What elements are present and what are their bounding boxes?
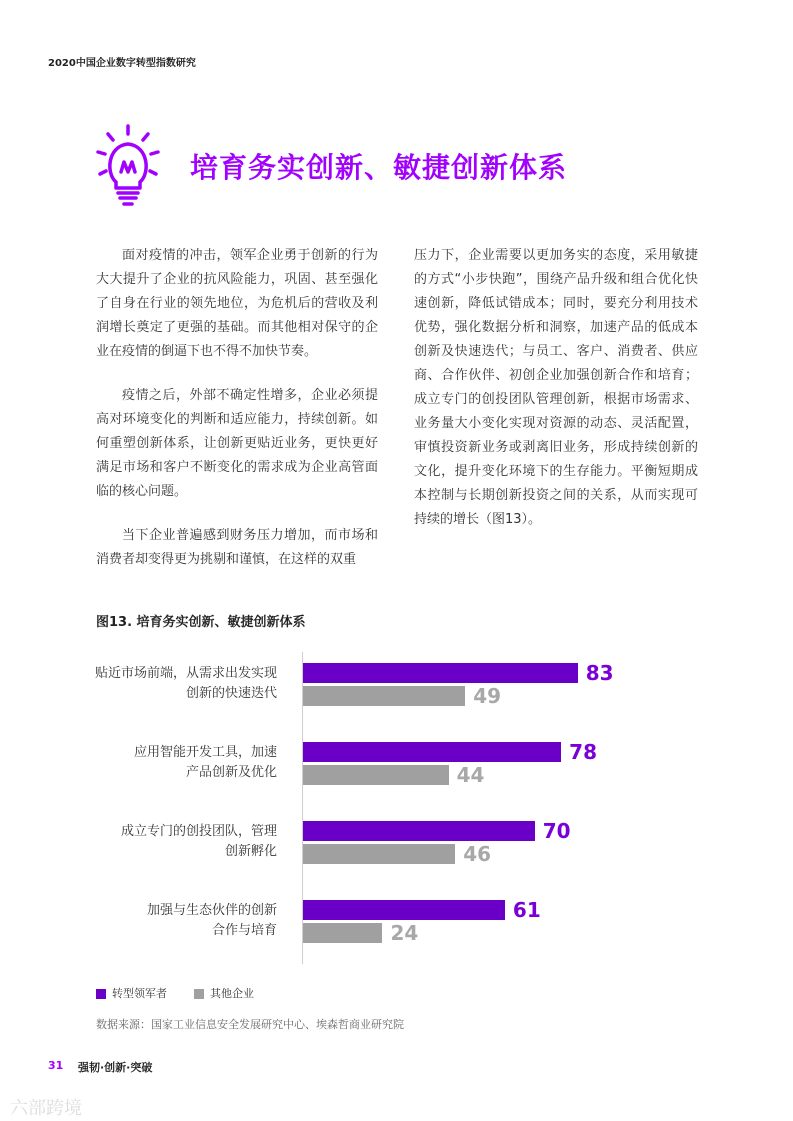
lightbulb-icon	[96, 124, 160, 208]
body-column-right	[414, 244, 698, 552]
footer-title: 强韧·创新·突破	[78, 1061, 153, 1074]
body-paragraph: 当下企业普遍感到财务压力增加，而市场和消费者却变得更为挑剔和谨慎，在这样的双重	[96, 528, 378, 567]
figure-title: 图13. 培育务实创新、敏捷创新体系	[96, 615, 306, 630]
body-column-left	[96, 244, 378, 592]
legend-label-others: 其他企业	[210, 987, 254, 1000]
category-label	[57, 664, 277, 704]
value-label-leaders: 70	[542, 819, 571, 843]
body-paragraph: 压力下，企业需要以更加务实的态度，采用敏捷的方式“小步快跑”，围绕产品升级和组合优化快速创新，降低试错成本；同时，要充分利用技术优势，强化数据分析和洞察，加速产品的低成本创新及快速迭代；与员工、客户、消费者、供应商、合作伙伴、初创企业加强创新合作和培育；成立专门的创投团队管理创新，根据市场需求、业务量大小变化实现对资源的动态、灵活配置，审慎投资新业务或剥离旧业务，形成持续创新的文化，提升变化环境下的生存能力。平衡短期成本控制与长期创新投资之间的关系，从而实现可持续的增长（图13）。	[414, 248, 698, 527]
bar-leaders	[303, 821, 535, 841]
report-title: 2020中国企业数字转型指数研究	[48, 58, 196, 69]
category-label	[57, 901, 277, 941]
legend-swatch-others	[194, 989, 204, 999]
value-label-leaders: 61	[512, 898, 541, 922]
value-label-leaders: 78	[569, 740, 598, 764]
watermark-text: 六部跨境	[10, 1098, 82, 1119]
value-label-others: 49	[473, 684, 502, 708]
category-label	[57, 743, 277, 783]
bar-others	[303, 844, 455, 864]
body-paragraph: 面对疫情的冲击，领军企业勇于创新的行为大大提升了企业的抗风险能力，巩固、甚至强化了自身在行业的领先地位，为危机后的营收及利润增长奠定了更强的基础。而其他相对保守的企业在疫情的倒逼下也不得不加快节奏。	[96, 248, 378, 359]
body-paragraph: 疫情之后，外部不确定性增多，企业必须提高对环境变化的判断和适应能力，持续创新。如何重塑创新体系，让创新更贴近业务，更快更好满足市场和客户不断变化的需求成为企业高管面临的核心问题。	[96, 388, 378, 499]
bar-others	[303, 923, 382, 943]
bar-others	[303, 686, 465, 706]
bar-leaders	[303, 742, 561, 762]
legend-swatch-leaders	[96, 989, 106, 999]
value-label-others: 46	[463, 842, 492, 866]
value-label-leaders: 83	[585, 661, 614, 685]
category-label-line: 产品创新及优化	[185, 765, 277, 780]
category-label-line: 应用智能开发工具，加速	[133, 745, 277, 760]
category-label-line: 合作与培育	[211, 923, 277, 938]
category-label-line: 创新的快速迭代	[185, 686, 277, 701]
category-label	[57, 822, 277, 862]
category-label-line: 贴近市场前端，从需求出发实现	[94, 666, 277, 681]
bar-leaders	[303, 900, 505, 920]
category-label-line: 加强与生态伙伴的创新	[146, 903, 277, 918]
category-label-line: 创新孵化	[224, 844, 277, 859]
value-label-others: 24	[390, 921, 419, 945]
legend-label-leaders: 转型领军者	[112, 987, 167, 1000]
value-label-others: 44	[456, 763, 485, 787]
figure-source: 数据来源：国家工业信息安全发展研究中心、埃森哲商业研究院	[96, 1018, 404, 1031]
page-number: 31	[48, 1059, 64, 1072]
category-label-line: 成立专门的创投团队，管理	[120, 824, 277, 839]
section-heading: 培育务实创新、敏捷创新体系	[190, 151, 568, 184]
bar-others	[303, 765, 449, 785]
bar-leaders	[303, 663, 578, 683]
